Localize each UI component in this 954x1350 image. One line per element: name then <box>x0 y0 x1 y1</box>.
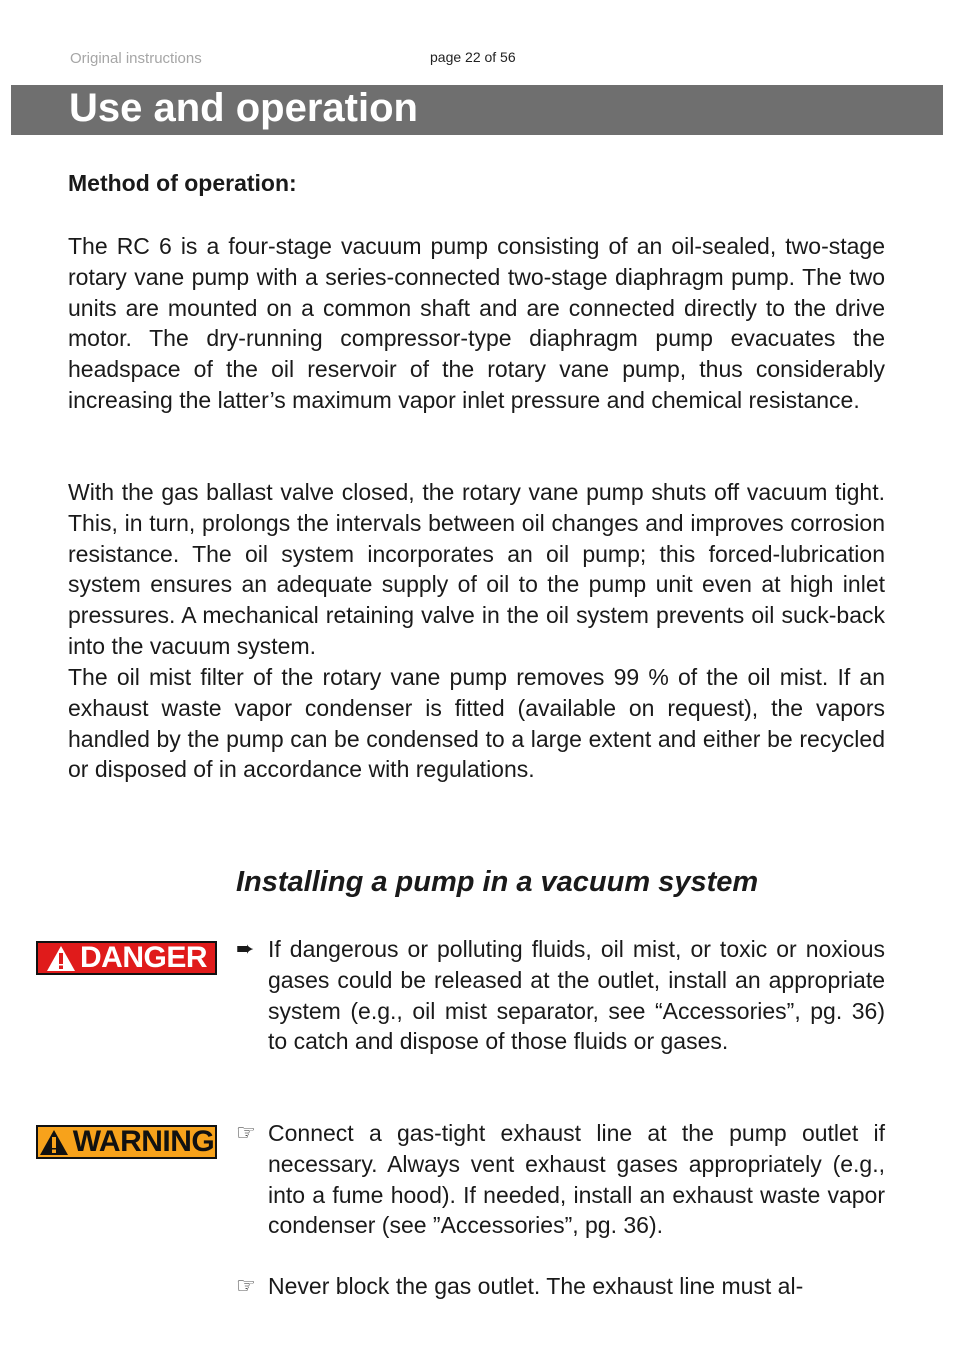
danger-label-text: DANGER <box>79 941 207 974</box>
instruction-item-2: Connect a gas-tight exhaust line at the pump outlet if necessary. Always vent exhaust gases appropriately (e.g., into a fume hood). If needed, install an exhaust waste vapor condenser (see ”Accessories”, pg. 36). <box>268 1120 885 1239</box>
hand-bullet-icon: ☞ <box>236 1273 256 1298</box>
warning-triangle-icon <box>39 1129 69 1156</box>
header-document-label: Original instructions <box>70 50 202 67</box>
instruction-item-1: If dangerous or polluting fluids, oil mist, or toxic or noxious gases could be released at the outlet, install an appropriate system (e.g., oil mist separator, see “Accessories”, pg. 36) to catch and dispose of those fluids or gases. <box>268 936 885 1055</box>
section-title-installing: Installing a pump in a vacuum system <box>236 866 759 898</box>
method-heading: Method of operation: <box>68 170 297 196</box>
warning-triangle-icon <box>46 945 76 972</box>
method-paragraph-2: With the gas ballast valve closed, the rotary vane pump shuts off vacuum tight. This, in turn, prolongs the intervals between oil changes and improves corrosion resistance. The oil system incorporates an oil pump; this forced-lubrication system ensures an adequate supply of oil to the pump unit even at high inlet pressures. A mechanical retaining valve in the oil system prevents oil suck-back into the vacuum system. <box>68 479 885 659</box>
warning-label <box>36 1125 217 1159</box>
instruction-item-3: Never block the gas outlet. The exhaust line must al- <box>268 1273 804 1299</box>
title-bar <box>11 85 943 135</box>
danger-label <box>36 941 217 975</box>
warning-label-text: WARNING <box>72 1125 215 1158</box>
hand-bullet-icon: ☞ <box>236 1120 256 1145</box>
arrow-bullet-icon: ➨ <box>236 936 255 961</box>
method-paragraph-1: The RC 6 is a four-stage vacuum pump consisting of an oil-sealed, two-stage rotary vane pump with a series-connected two-stage diaphragm pump. The two units are mounted on a common shaft and are connected directly to the drive motor. The dry-running compressor-type diaphragm pump evacuates the headspace of the oil reservoir of the rotary vane pump, thus considerably increasing the latter’s maximum vapor inlet pressure and chemical resistance. <box>68 233 885 413</box>
page-title: Use and operation <box>69 86 418 130</box>
method-paragraph-3: The oil mist filter of the rotary vane pump removes 99 % of the oil mist. If an exhaust waste vapor condenser is fitted (available on request), the vapors handled by the pump can be condensed to a large extent and either be recycled or disposed of in accordance with regulations. <box>68 664 885 783</box>
page-number: page 22 of 56 <box>430 49 516 65</box>
